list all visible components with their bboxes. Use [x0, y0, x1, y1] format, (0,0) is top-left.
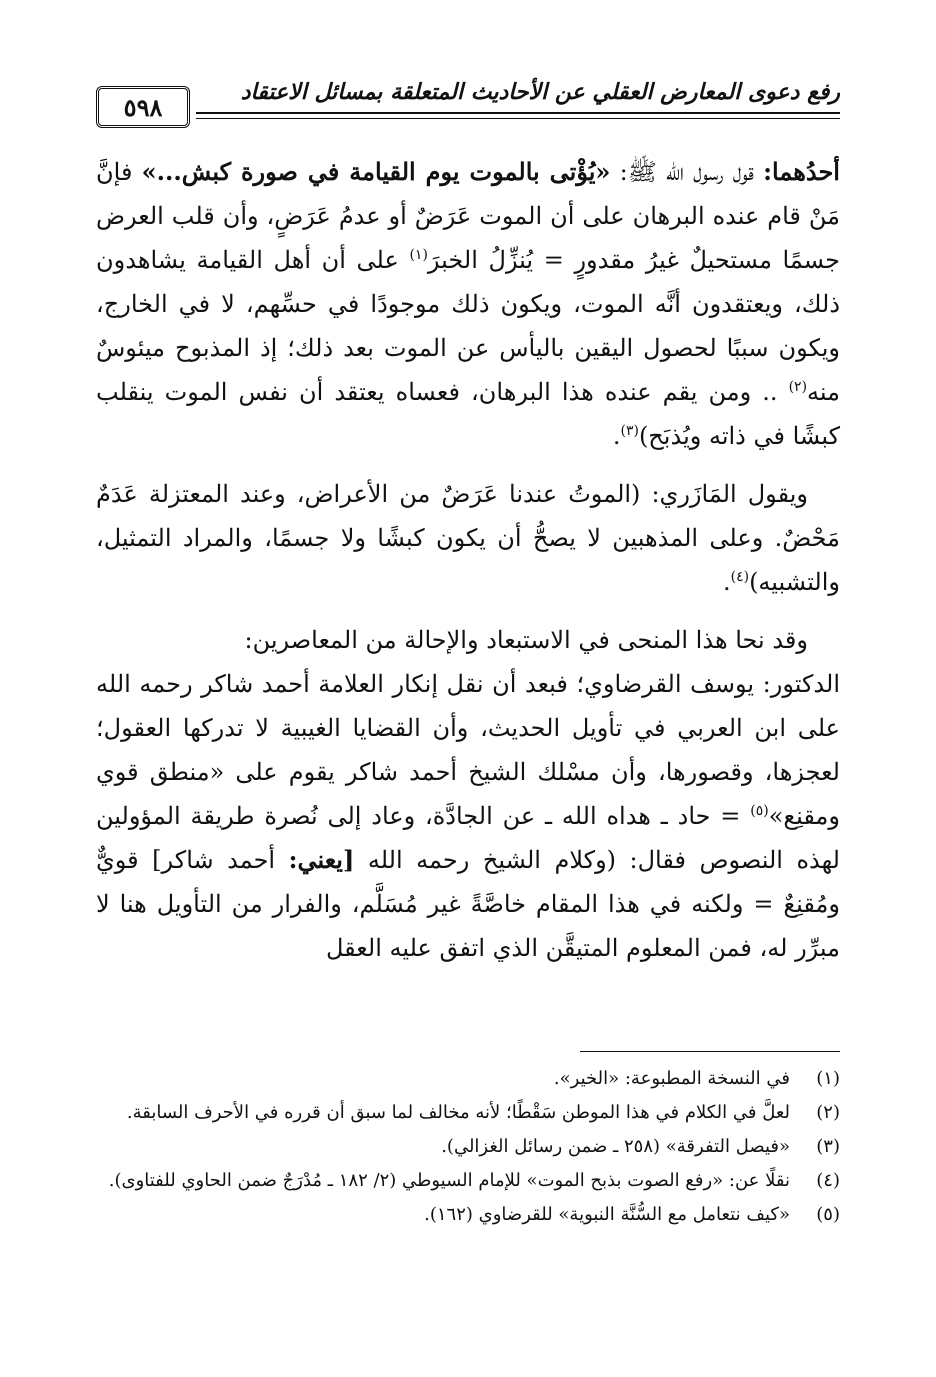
period: .	[722, 568, 731, 596]
paragraph-3	[96, 618, 840, 970]
hadith-quote: «يُؤْتى بالموت يوم القيامة في صورة كبش...»	[141, 157, 611, 186]
footnote-ref[interactable]: (٣)	[620, 423, 639, 439]
footnote-number: (٥)	[816, 1204, 840, 1225]
paragraph-text: أحمد شاكر] قويٌّ ومُقنِعٌ = ولكنه في هذا المقام خاصَّةً غير مُسَلَّم، والفرار من التأويل هنا لا مبرِّر له، فمن المعلوم المتيقَّن الذي اتفق عليه العقل	[96, 846, 840, 962]
footnote-separator	[580, 1051, 840, 1052]
paragraph-text: .. ومن يقم عنده هذا البرهان، فعساه يعتقد أن نفس الموت ينقلب كبشًا في ذاته ويُذبَح)	[96, 378, 840, 450]
bracket-note: [يعني:	[288, 845, 355, 874]
paragraph-heading-line: وقد نحا هذا المنحى في الاستبعاد والإحالة من المعاصرين:	[244, 626, 808, 654]
footnote-text: نقلًا عن: «رفع الصوت بذبح الموت» للإمام السيوطي (٢/ ١٨٢ ـ مُدْرَجٌ ضمن الحاوي للفتاوى).	[108, 1170, 790, 1191]
footnote-text: في النسخة المطبوعة: «الخير».	[553, 1068, 790, 1089]
footnote-ref[interactable]: (٤)	[730, 569, 750, 585]
footnote-number: (٣)	[816, 1136, 840, 1157]
footnote-ref[interactable]: (٥)	[750, 803, 769, 819]
footnote-number: (٤)	[816, 1170, 840, 1191]
paragraph-text: فإنَّ مَنْ قام عنده البرهان على أن الموت عَرَضٌ أو عدمُ عَرَضٍ، وأن قلب العرض جسمًا مستحيلٌ غيرُ مقدورٍ = يُنزِّلُ الخبرَ	[96, 158, 840, 274]
intro-text: قول رسول الله ﷺ:	[619, 158, 754, 186]
page-header	[96, 78, 840, 130]
footnote-text: «كيف نتعامل مع السُّنَّة النبوية» للقرضاوي (١٦٢).	[424, 1204, 790, 1225]
paragraph-text: = حاد ـ هداه الله ـ عن الجادَّة، وعاد إلى نُصرة طريقة المؤولين لهذه النصوص فقال: (وكلام الشيخ رحمه الله	[96, 802, 840, 874]
footnote-ref[interactable]: (٢)	[788, 379, 808, 395]
footnote-text: لعلَّ في الكلام في هذا الموطن سَقْطًا؛ لأنه مخالف لما سبق أن قرره في الأحرف السابقة.	[126, 1102, 790, 1123]
footnote-ref[interactable]: (١)	[409, 247, 428, 263]
footnote-item	[96, 1064, 840, 1094]
period: .	[612, 422, 621, 450]
header-rule-thick	[196, 112, 840, 114]
paragraph-text: الدكتور: يوسف القرضاوي؛ فبعد أن نقل إنكار العلامة أحمد شاكر رحمه الله على ابن العربي في تأويل الحديث، وأن القضايا الغيبية لا تدركها العقول؛ لعجزها، وقصورها، وأن مسْلك الشيخ أحمد شاكر يقوم على «منطق قوي ومقنِع»	[96, 670, 841, 830]
footnote-text: «فيصل التفرقة» (٢٥٨ ـ ضمن رسائل الغزالي).	[441, 1136, 790, 1157]
paragraph-1	[96, 150, 840, 458]
page-number: ٥٩٨	[96, 86, 190, 128]
paragraph-text: على أن أهل القيامة يشاهدون ذلك، ويعتقدون أنَّه الموت، ويكون ذلك موجودًا في حسِّهم، لا في الخارج، ويكون سببًا لحصول اليقين باليأس عن الموت بعد ذلك؛ إذ المذبوح ميئوسٌ منه	[96, 246, 840, 406]
header-rule-thin	[196, 118, 840, 119]
paragraph-2	[96, 472, 840, 604]
footnote-item	[96, 1200, 840, 1230]
lead-word: أحدُهما:	[763, 157, 840, 186]
paragraph-text: ويقول المَازَري: (الموتُ عندنا عَرَضٌ من الأعراض، وعند المعتزلة عَدَمٌ مَحْضٌ. وعلى المذهبين لا يصحُّ أن يكون كبشًا ولا جسمًا، والمراد التمثيل، والتشبيه)	[96, 480, 840, 596]
footnote-item	[96, 1132, 840, 1162]
footnotes	[96, 1064, 840, 1234]
main-text	[96, 150, 840, 984]
footnote-item	[96, 1098, 840, 1128]
footnote-item	[96, 1166, 840, 1196]
footnote-number: (٢)	[816, 1102, 840, 1123]
footnote-number: (١)	[816, 1068, 840, 1089]
running-title: رفع دعوى المعارض العقلي عن الأحاديث المتعلقة بمسائل الاعتقاد	[240, 79, 840, 105]
